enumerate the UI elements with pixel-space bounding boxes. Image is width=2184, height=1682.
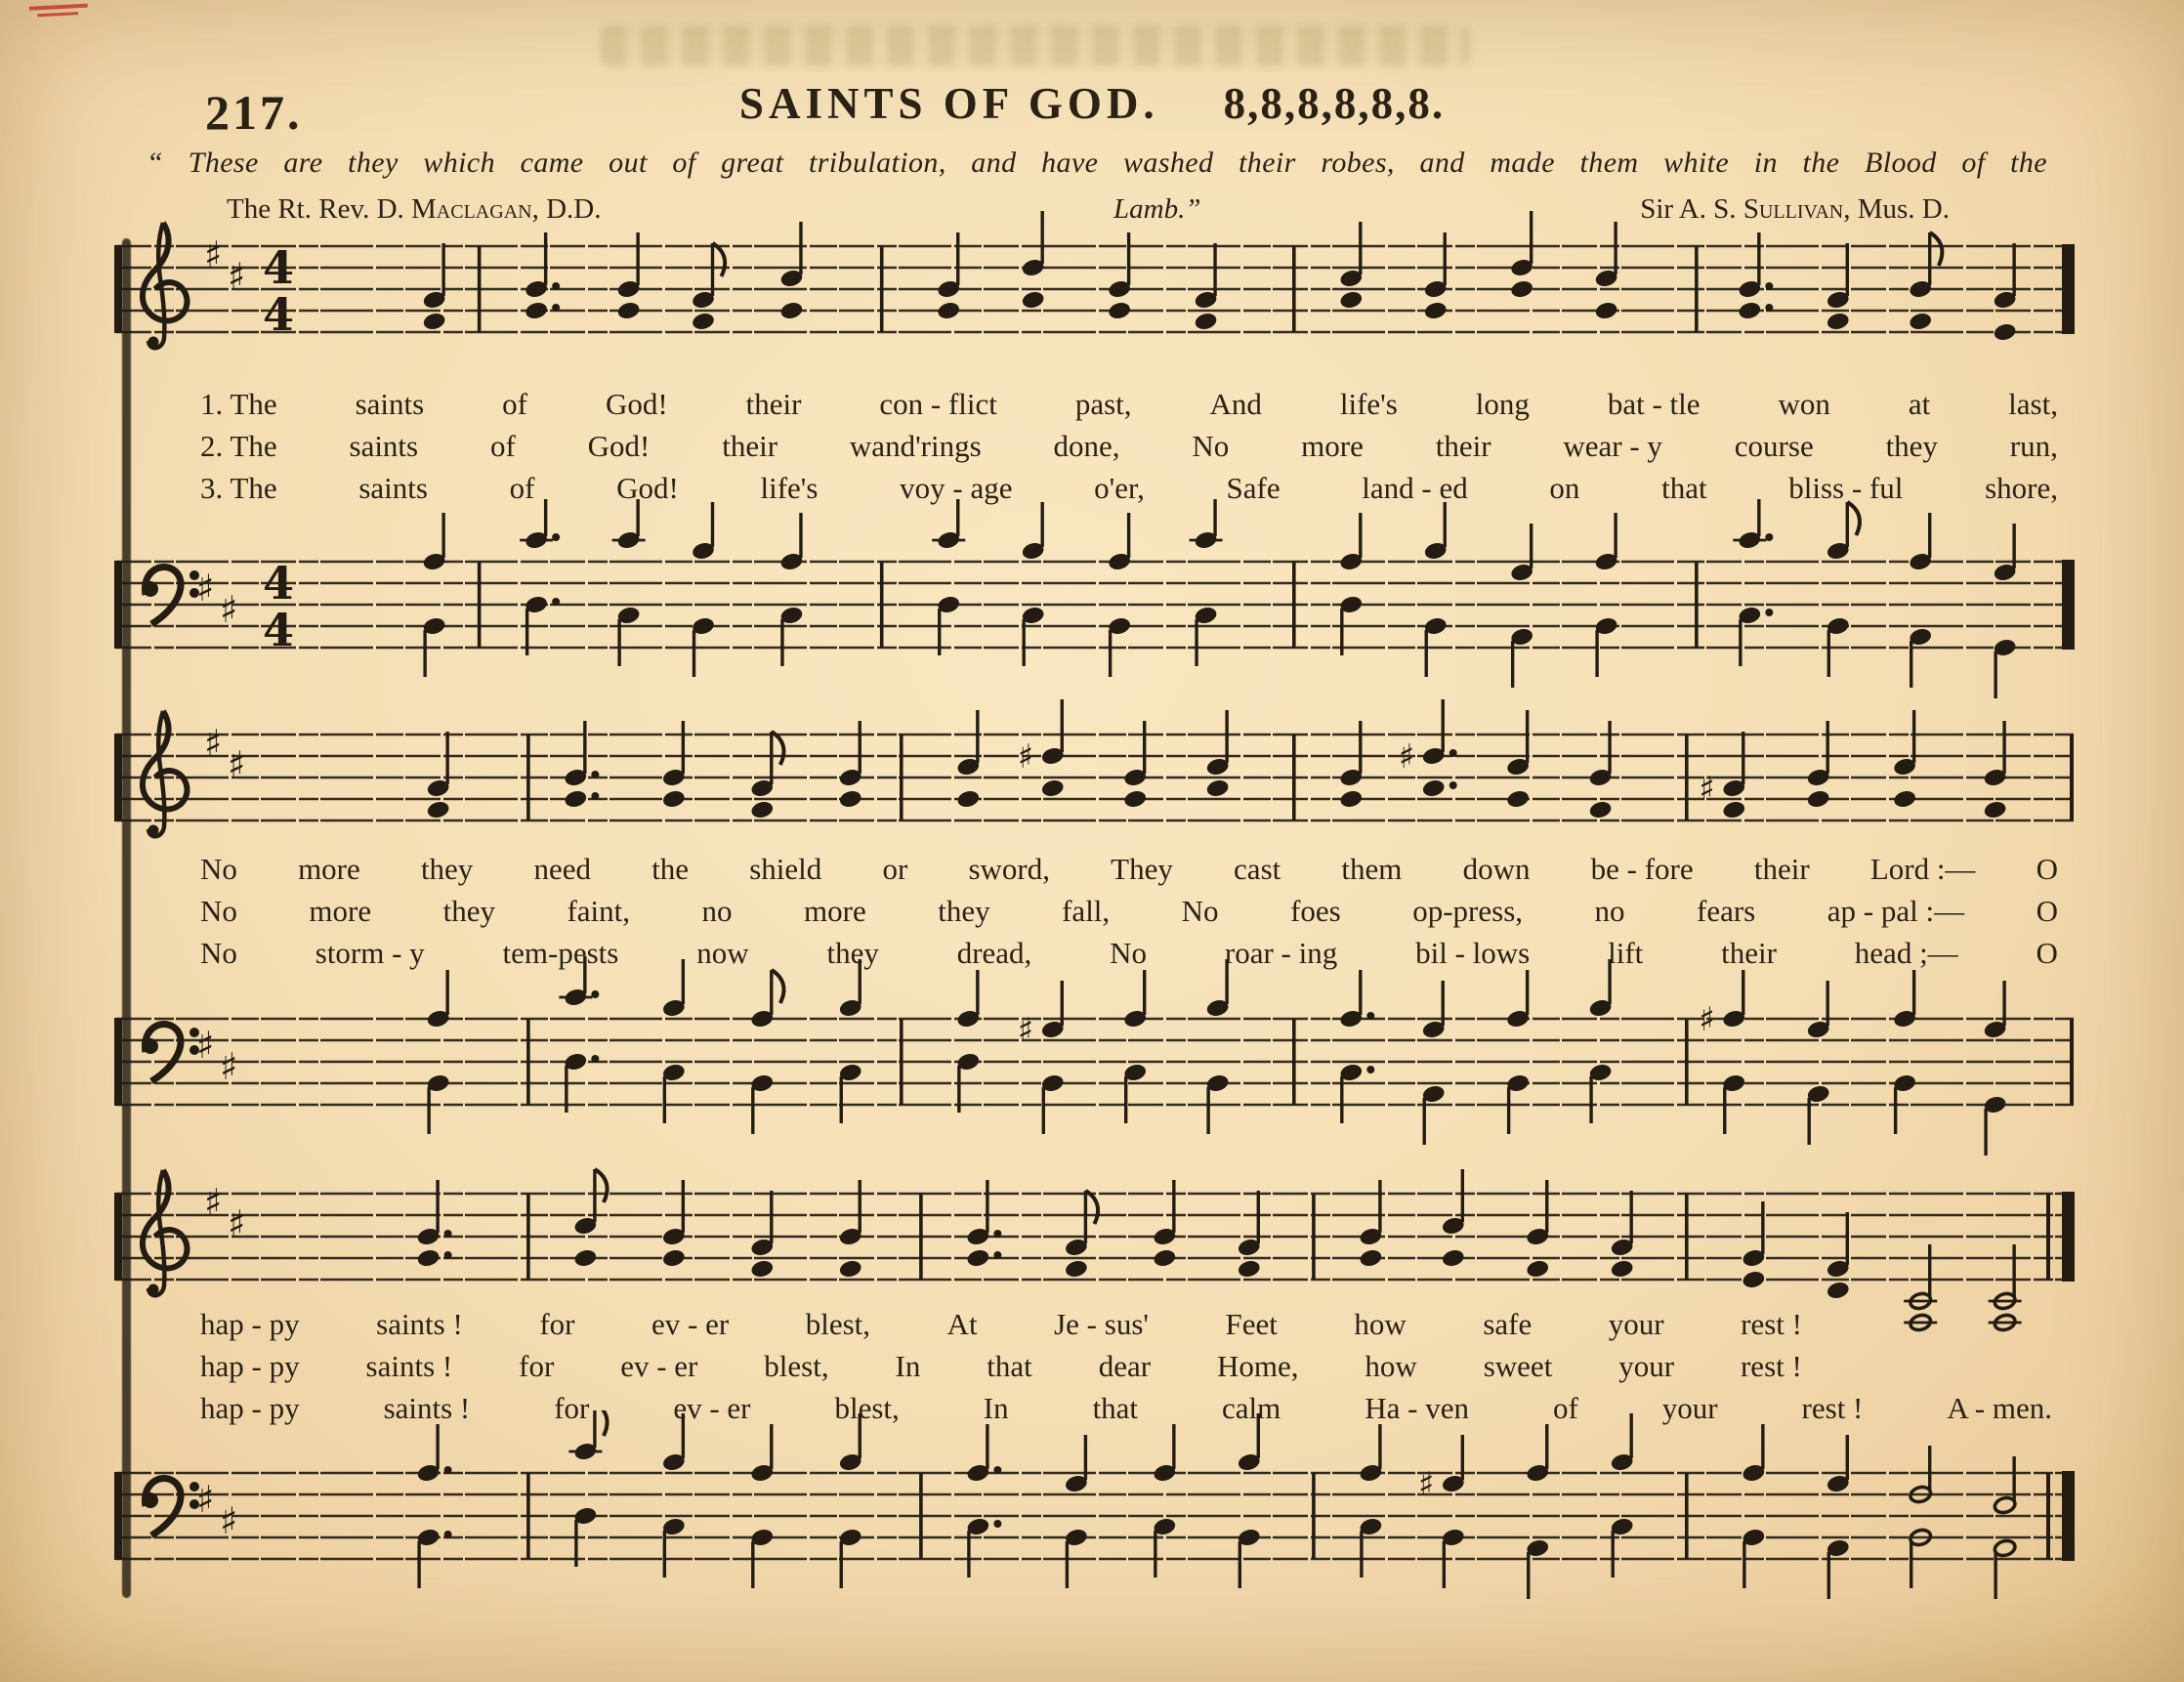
staff-notation-svg xyxy=(114,1410,2078,1645)
lyric-token: No xyxy=(1181,894,1219,928)
svg-text:♯: ♯ xyxy=(1699,770,1715,809)
lyric-token: they xyxy=(826,936,879,970)
lyric-token: safe xyxy=(1483,1307,1533,1341)
author-suffix: , D.D. xyxy=(531,193,602,225)
lyric-token: your xyxy=(1661,1391,1718,1425)
lyric-token: done, xyxy=(1053,429,1120,463)
lyric-token: at xyxy=(1908,387,1931,421)
lyric-token: tem-pests xyxy=(502,936,619,970)
svg-text:♯: ♯ xyxy=(228,1202,246,1245)
lyric-token: blest, xyxy=(764,1349,829,1383)
lyric-token: their xyxy=(1721,936,1777,970)
hymn-number: 217. xyxy=(205,85,303,140)
lyric-token: their xyxy=(1435,429,1491,463)
staff-notation-svg xyxy=(114,184,2078,418)
lyric-token: how xyxy=(1365,1349,1417,1383)
lyric-token: shore, xyxy=(1985,471,2058,505)
lyric-token: bliss - ful xyxy=(1788,471,1904,505)
lyric-token: life's xyxy=(760,471,819,505)
svg-text:♯: ♯ xyxy=(1398,737,1415,777)
lyric-line-ending1 xyxy=(200,1307,1802,1349)
svg-text:4: 4 xyxy=(262,241,295,294)
lyric-token: they xyxy=(1885,429,1938,463)
lyric-token: voy - age xyxy=(900,471,1013,505)
lyric-token: saints xyxy=(355,387,425,421)
lyric-token: roar - ing xyxy=(1224,936,1338,970)
lyric-token: saints xyxy=(349,429,419,463)
lyric-token: 2. The xyxy=(200,429,277,463)
lyric-token: foes xyxy=(1290,894,1341,928)
composer-suffix: , Mus. D. xyxy=(1843,193,1950,225)
staff-system1-treble xyxy=(114,184,2078,418)
lyric-token: of xyxy=(502,387,527,421)
svg-text:4: 4 xyxy=(262,604,295,656)
lyric-token: past, xyxy=(1074,387,1132,421)
red-registration-mark xyxy=(29,0,95,21)
lyric-token: 1. The xyxy=(200,387,277,421)
lyric-token: more xyxy=(804,894,866,928)
lyric-token: In xyxy=(895,1349,921,1383)
lyric-token: for xyxy=(539,1307,575,1341)
hymn-title: SAINTS OF GOD. xyxy=(738,79,1159,128)
lyric-token: No xyxy=(200,852,237,886)
lyric-token: At xyxy=(946,1307,978,1341)
svg-text:♯: ♯ xyxy=(204,722,223,765)
lyric-token: Home, xyxy=(1216,1349,1299,1383)
lyric-token: that xyxy=(1661,471,1707,505)
lyric-token: head ;— xyxy=(1854,936,1958,970)
svg-text:♯: ♯ xyxy=(228,743,246,786)
lyric-token: lift xyxy=(1608,936,1644,970)
lyric-token: wear - y xyxy=(1563,429,1662,463)
left-gutter-shadow xyxy=(122,238,131,1598)
lyric-token: life's xyxy=(1339,387,1398,421)
svg-text:♯: ♯ xyxy=(204,233,223,276)
lyric-token: no xyxy=(1594,894,1625,928)
lyric-token: hap - py xyxy=(200,1391,300,1425)
lyric-token: ap - pal :— xyxy=(1827,894,1965,928)
svg-text:♯: ♯ xyxy=(196,567,215,610)
lyric-token: dear xyxy=(1098,1349,1152,1383)
lyric-token: ev - er xyxy=(673,1391,751,1425)
author-prefix: The Rt. Rev. D. xyxy=(227,193,412,225)
lyric-token: last, xyxy=(2008,387,2058,421)
lyric-token: how xyxy=(1354,1307,1407,1341)
lyric-token: Safe xyxy=(1226,471,1281,505)
lyric-token: more xyxy=(1301,429,1364,463)
lyric-token: ev - er xyxy=(651,1307,730,1341)
lyric-token: hap - py xyxy=(200,1349,300,1383)
lyric-token: shield xyxy=(749,852,822,886)
svg-text:♯: ♯ xyxy=(1417,1465,1435,1504)
svg-text:4: 4 xyxy=(262,557,295,610)
lyric-token: 3. The xyxy=(200,471,277,505)
lyric-token: down xyxy=(1462,852,1531,886)
lyric-token: your xyxy=(1618,1349,1675,1383)
lyric-token: long xyxy=(1475,387,1530,421)
lyric-token: op-press, xyxy=(1412,894,1524,928)
lyric-token: And xyxy=(1209,387,1262,421)
lyric-token: more xyxy=(309,894,372,928)
lyric-token: their xyxy=(745,387,802,421)
lyric-token: fears xyxy=(1697,894,1756,928)
lyric-token: No xyxy=(200,936,237,970)
lyric-token: They xyxy=(1111,852,1173,886)
lyric-token: God! xyxy=(616,471,679,505)
lyric-token: Je - sus' xyxy=(1054,1307,1149,1341)
svg-text:♯: ♯ xyxy=(220,1499,238,1542)
lyric-token: In xyxy=(983,1391,1009,1425)
lyric-line-verse2 xyxy=(200,429,2058,471)
svg-text:♯: ♯ xyxy=(228,255,246,298)
scripture-quote-end: Lamb.” xyxy=(1113,193,1201,225)
lyric-token: wand'rings xyxy=(849,429,982,463)
lyric-line-middle1 xyxy=(200,852,2058,894)
lyric-token: Lord :— xyxy=(1869,852,1976,886)
lyric-token: God! xyxy=(605,387,668,421)
lyric-token: land - ed xyxy=(1362,471,1468,505)
composer-prefix: Sir A. S. xyxy=(1640,193,1743,225)
svg-text:♯: ♯ xyxy=(196,1024,215,1067)
lyric-token: on xyxy=(1549,471,1580,505)
lyric-token: they xyxy=(938,894,990,928)
lyric-token: bat - tle xyxy=(1607,387,1701,421)
lyric-token: fall, xyxy=(1062,894,1111,928)
lyric-token: run, xyxy=(2009,429,2058,463)
lyric-token: storm - y xyxy=(315,936,425,970)
svg-text:♯: ♯ xyxy=(196,1478,215,1521)
lyric-line-middle2 xyxy=(200,894,2058,936)
lyric-token: of xyxy=(489,429,516,463)
svg-text:♯: ♯ xyxy=(1017,737,1034,777)
lyric-token: them xyxy=(1341,852,1403,886)
lyric-token: No xyxy=(200,894,237,928)
lyric-token: bil - lows xyxy=(1415,936,1531,970)
lyric-token: rest ! xyxy=(1740,1349,1802,1383)
bleedthrough-smudge xyxy=(601,25,1470,66)
lyric-token: God! xyxy=(587,429,651,463)
lyric-token: your xyxy=(1608,1307,1664,1341)
lyric-token: won xyxy=(1778,387,1830,421)
lyric-token: for xyxy=(554,1391,590,1425)
lyric-token: their xyxy=(1753,852,1810,886)
author-name: Maclagan xyxy=(411,193,532,225)
lyric-token: cast xyxy=(1234,852,1281,886)
lyric-token: or xyxy=(882,852,908,886)
lyric-token: Feet xyxy=(1225,1307,1278,1341)
lyric-token: of xyxy=(1552,1391,1578,1425)
lyric-token: for xyxy=(519,1349,555,1383)
lyric-token: o'er, xyxy=(1094,471,1145,505)
lyric-token: saints ! xyxy=(383,1391,471,1425)
lyric-token: rest ! xyxy=(1801,1391,1864,1425)
lyric-token: saints ! xyxy=(365,1349,453,1383)
lyric-token: blest, xyxy=(834,1391,900,1425)
svg-text:♯: ♯ xyxy=(220,588,238,631)
staff-system3-bass xyxy=(114,1410,2078,1645)
lyric-token: more xyxy=(298,852,360,886)
lyric-token: No xyxy=(1192,429,1230,463)
svg-text:♯: ♯ xyxy=(204,1181,223,1224)
lyric-token: No xyxy=(1110,936,1148,970)
svg-text:♯: ♯ xyxy=(220,1045,238,1088)
lyric-token: faint, xyxy=(567,894,631,928)
lyric-token: ev - er xyxy=(620,1349,698,1383)
lyric-token: sweet xyxy=(1483,1349,1553,1383)
lyric-line-ending2 xyxy=(200,1349,1802,1391)
lyric-token: hap - py xyxy=(200,1307,300,1341)
lyric-token: blest, xyxy=(805,1307,871,1341)
lyric-token: they xyxy=(442,894,495,928)
lyric-token: no xyxy=(701,894,733,928)
lyric-token: dread, xyxy=(956,936,1032,970)
hymn-meter: 8,8,8,8,8,8. xyxy=(1223,79,1446,128)
lyric-token: sword, xyxy=(968,852,1050,886)
lyric-token: need xyxy=(533,852,592,886)
title-row xyxy=(0,78,2184,129)
composer-name: Sullivan xyxy=(1743,193,1844,225)
lyric-token: of xyxy=(509,471,535,505)
lyric-token: course xyxy=(1734,429,1814,463)
lyric-token: now xyxy=(696,936,749,970)
svg-text:4: 4 xyxy=(262,288,295,341)
lyric-token: the xyxy=(651,852,690,886)
lyric-line-verse1 xyxy=(200,387,2058,429)
lyric-token: A - men. xyxy=(1947,1391,2052,1425)
lyric-token: that xyxy=(987,1349,1032,1383)
lyric-token: calm xyxy=(1222,1391,1281,1425)
lyric-token: they xyxy=(420,852,474,886)
lyric-token: O xyxy=(2036,852,2058,886)
verse-lyrics-block xyxy=(200,387,2058,513)
lyric-token: rest ! xyxy=(1741,1307,1802,1341)
lyric-token: con - flict xyxy=(879,387,997,421)
svg-text:♯: ♯ xyxy=(1017,1011,1034,1050)
lyric-token: that xyxy=(1092,1391,1139,1425)
lyric-token: their xyxy=(722,429,778,463)
lyric-token: saints xyxy=(358,471,428,505)
lyric-token: O xyxy=(2036,936,2058,970)
lyric-token: saints ! xyxy=(376,1307,463,1341)
lyric-token: O xyxy=(2036,894,2058,928)
lyric-token: Ha - ven xyxy=(1365,1391,1469,1425)
lyric-token: be - fore xyxy=(1590,852,1694,886)
svg-text:♯: ♯ xyxy=(1699,1000,1715,1039)
scripture-quote: “ These are they which came out of great tribulation, and have washed their robes, and made them white in the Blood of the xyxy=(147,147,2047,179)
